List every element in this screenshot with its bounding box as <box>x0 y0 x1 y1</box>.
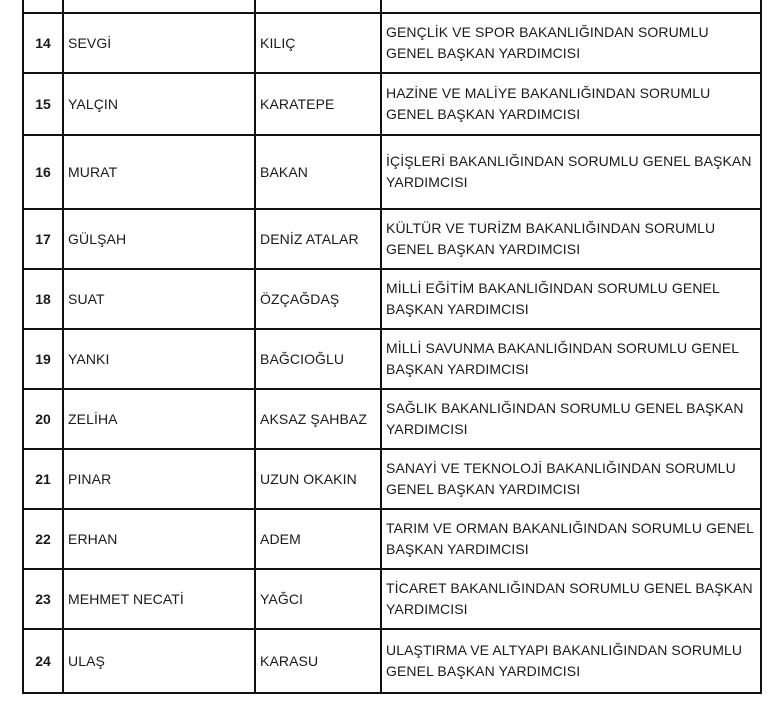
row-number: 14 <box>23 13 63 73</box>
previous-row-remnant <box>23 0 761 13</box>
cell <box>63 0 255 13</box>
duty: SANAYİ VE TEKNOLOJİ BAKANLIĞINDAN SORUMLU GENEL BAŞKAN YARDIMCISI <box>381 449 761 509</box>
deputy-chairs-table <box>22 0 762 694</box>
last-name: KARASU <box>255 629 381 693</box>
first-name: PINAR <box>63 449 255 509</box>
row-number: 24 <box>23 629 63 693</box>
table-row <box>23 13 761 73</box>
table-row <box>23 569 761 629</box>
first-name: SEVGİ <box>63 13 255 73</box>
row-number: 17 <box>23 209 63 269</box>
first-name: MURAT <box>63 135 255 209</box>
row-number: 22 <box>23 509 63 569</box>
duty: TARIM VE ORMAN BAKANLIĞINDAN SORUMLU GENEL BAŞKAN YARDIMCISI <box>381 509 761 569</box>
cell <box>255 0 381 13</box>
row-number: 19 <box>23 329 63 389</box>
table-row <box>23 449 761 509</box>
row-number: 16 <box>23 135 63 209</box>
duty: MİLLİ SAVUNMA BAKANLIĞINDAN SORUMLU GENEL BAŞKAN YARDIMCISI <box>381 329 761 389</box>
duty: TİCARET BAKANLIĞINDAN SORUMLU GENEL BAŞKAN YARDIMCISI <box>381 569 761 629</box>
first-name: MEHMET NECATİ <box>63 569 255 629</box>
table-row <box>23 269 761 329</box>
table-row <box>23 135 761 209</box>
last-name: UZUN OKAKIN <box>255 449 381 509</box>
table-row <box>23 629 761 693</box>
first-name: GÜLŞAH <box>63 209 255 269</box>
duty: İÇİŞLERİ BAKANLIĞINDAN SORUMLU GENEL BAŞKAN YARDIMCISI <box>381 135 761 209</box>
last-name: KILIÇ <box>255 13 381 73</box>
first-name: ERHAN <box>63 509 255 569</box>
row-number: 18 <box>23 269 63 329</box>
duty: HAZİNE VE MALİYE BAKANLIĞINDAN SORUMLU GENEL BAŞKAN YARDIMCISI <box>381 73 761 135</box>
duty: GENÇLİK VE SPOR BAKANLIĞINDAN SORUMLU GENEL BAŞKAN YARDIMCISI <box>381 13 761 73</box>
cell <box>381 0 761 13</box>
last-name: DENİZ ATALAR <box>255 209 381 269</box>
table-row <box>23 73 761 135</box>
last-name: BAKAN <box>255 135 381 209</box>
table-row <box>23 389 761 449</box>
document-page <box>22 0 760 694</box>
first-name: YANKI <box>63 329 255 389</box>
table-row <box>23 509 761 569</box>
first-name: YALÇIN <box>63 73 255 135</box>
table-row <box>23 209 761 269</box>
last-name: KARATEPE <box>255 73 381 135</box>
cell <box>23 0 63 13</box>
last-name: AKSAZ ŞAHBAZ <box>255 389 381 449</box>
row-number: 15 <box>23 73 63 135</box>
last-name: ÖZÇAĞDAŞ <box>255 269 381 329</box>
duty: ULAŞTIRMA VE ALTYAPI BAKANLIĞINDAN SORUMLU GENEL BAŞKAN YARDIMCISI <box>381 629 761 693</box>
row-number: 20 <box>23 389 63 449</box>
row-number: 21 <box>23 449 63 509</box>
last-name: ADEM <box>255 509 381 569</box>
duty: MİLLİ EĞİTİM BAKANLIĞINDAN SORUMLU GENEL BAŞKAN YARDIMCISI <box>381 269 761 329</box>
table-row <box>23 329 761 389</box>
first-name: SUAT <box>63 269 255 329</box>
last-name: YAĞCI <box>255 569 381 629</box>
first-name: ZELİHA <box>63 389 255 449</box>
duty: KÜLTÜR VE TURİZM BAKANLIĞINDAN SORUMLU GENEL BAŞKAN YARDIMCISI <box>381 209 761 269</box>
row-number: 23 <box>23 569 63 629</box>
first-name: ULAŞ <box>63 629 255 693</box>
last-name: BAĞCIOĞLU <box>255 329 381 389</box>
duty: SAĞLIK BAKANLIĞINDAN SORUMLU GENEL BAŞKAN YARDIMCISI <box>381 389 761 449</box>
